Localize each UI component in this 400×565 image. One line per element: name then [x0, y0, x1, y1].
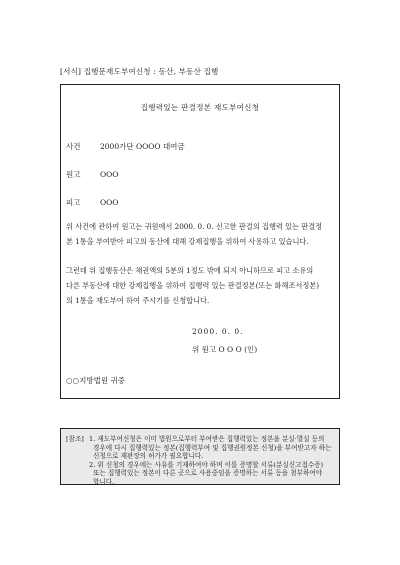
note-line: 1. 재도부여신청은 이미 법원으로부터 부여받은 집행력있는 정본을 분실·멸실 등의 [89, 435, 325, 443]
plaintiff-value: OOO [100, 170, 119, 179]
note-line: 경우에 다시 집행력있는 정본(집행력부여 및 집행권원정본 신청)을 부여받고자 하는 [93, 443, 332, 452]
request-paragraph-1 [66, 219, 336, 249]
filing-date: 2000. 0. 0. [192, 327, 244, 336]
paragraph-line: 본 1통을 부여받아 피고의 동산에 대해 강제집행을 위하여 사용하고 있습니다. [66, 237, 309, 246]
request-paragraph-2 [66, 263, 336, 308]
defendant-label: 피고 [66, 198, 81, 207]
defendant-value: OOO [100, 198, 119, 207]
note-line: 신청으로 재판장의 허가가 필요합니다. [93, 452, 204, 460]
paragraph-line: 위 사건에 관하여 원고는 귀원에서 2000. 0. 0. 선고한 판결의 집행력 있는 판결정 [66, 222, 323, 231]
reference-note [60, 428, 340, 485]
paragraph-line: 그런데 위 집행동산은 채권액의 5분의 1정도 밖에 되지 아니하므로 피고 소유의 [66, 266, 314, 275]
document-title: 집행력있는 판결정본 재도부여신청 [140, 103, 260, 112]
applicant-signature: 위 원고 O O O (인) [192, 345, 258, 354]
plaintiff-row [66, 169, 118, 180]
case-label: 사건 [66, 142, 81, 151]
form-label: [서식] 집행문재도부여신청 : 동산, 부동산 집행 [60, 67, 219, 76]
paragraph-line: 의 1통을 재도부여 하여 주시기를 신청합니다. [66, 296, 210, 305]
note-line: 합니다. [93, 477, 115, 486]
note-line: 또는 집행력있는 정본이 다른 곳으로 사용중임을 증명하는 서류 등을 첨부하여야 [93, 469, 323, 477]
case-row [66, 141, 185, 152]
paragraph-line: 다른 부동산에 대한 강제집행을 위하여 집행력 있는 판결정본(또는 화해조서정본) [66, 281, 320, 290]
court-addressee: ○○지방법원 귀중 [66, 376, 125, 385]
note-line: 2. 위 신청의 경우에는 사유를 기재하여야 하며 이를 증명할 서류(분실신고접수증) [89, 460, 324, 469]
application-form [60, 84, 340, 399]
plaintiff-label: 원고 [66, 170, 81, 179]
defendant-row [66, 197, 118, 208]
note-tag: [참조] [66, 435, 84, 443]
case-value: 2000가단 OOOO 대여금 [100, 142, 185, 151]
